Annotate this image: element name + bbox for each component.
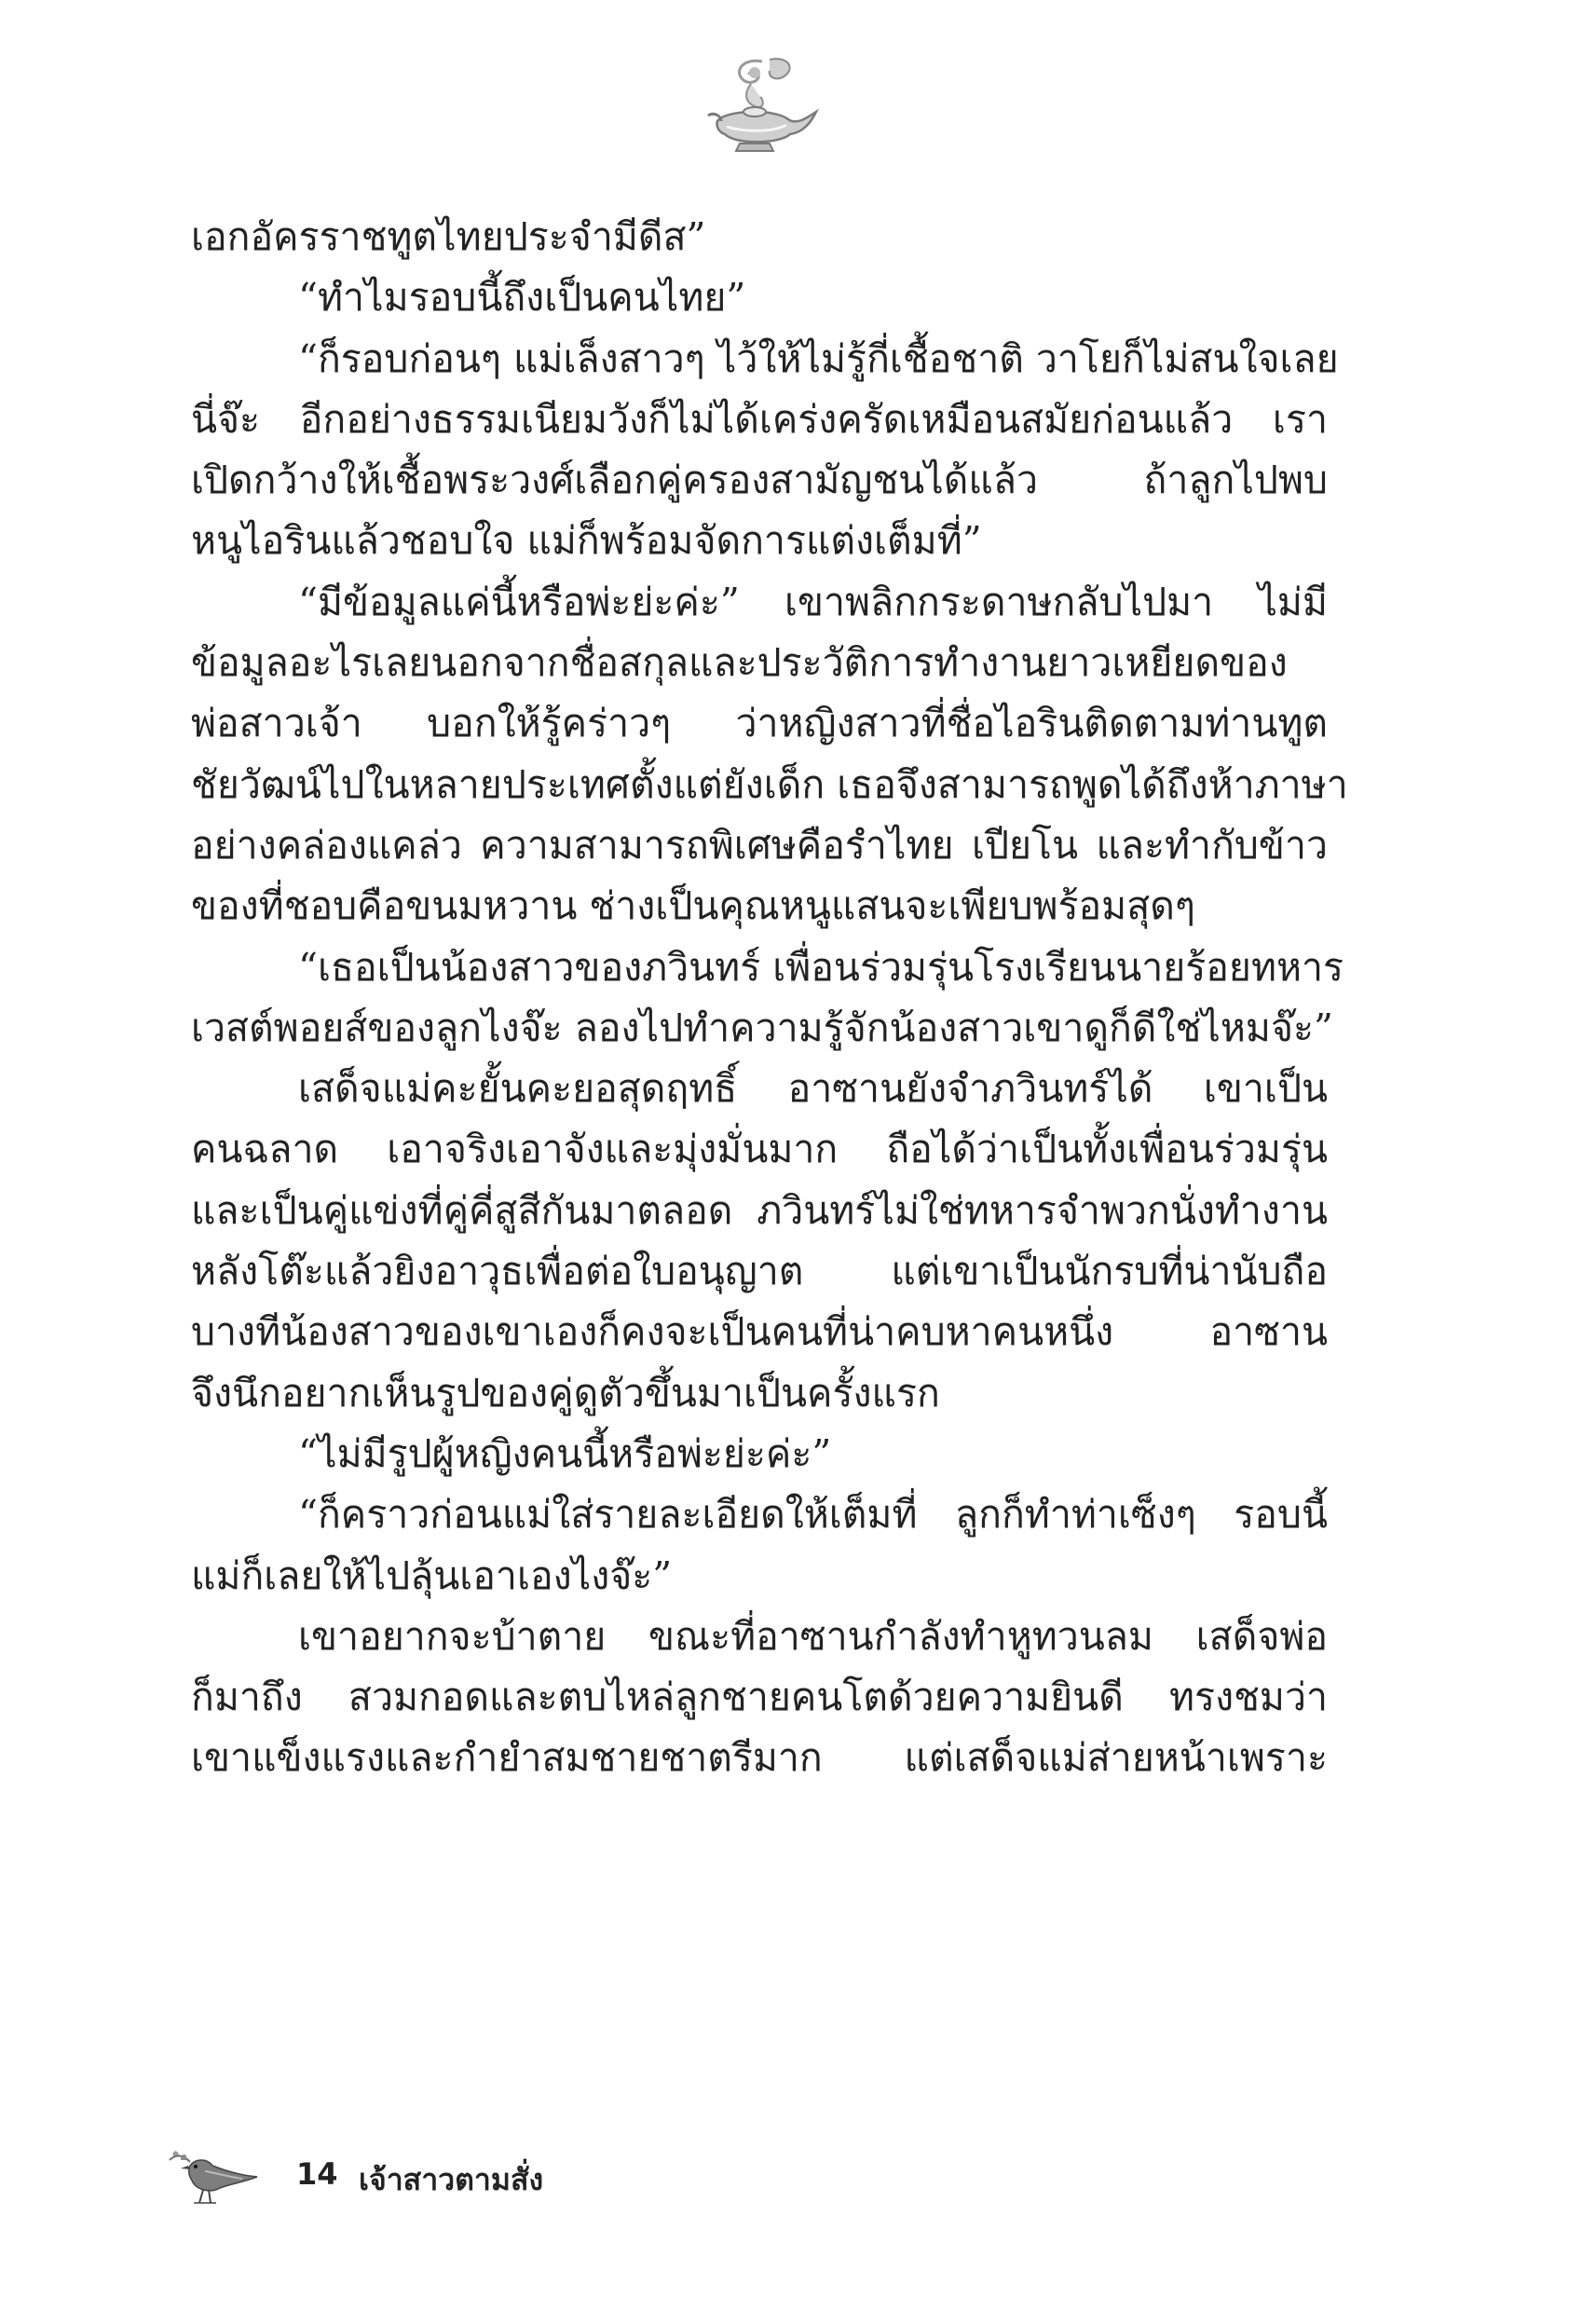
text-line: ชัยวัฒน์ไปในหลายประเทศตั้งแต่ยังเด็ก เธอจึงสามารถพูดได้ถึงห้าภาษา — [191, 761, 1348, 807]
page-number: 14 — [296, 2156, 338, 2192]
text-line: เอกอัครราชทูตไทยประจำมีดีส” — [191, 214, 706, 259]
text-line: จึงนึกอยากเห็นรูปของคู่ดูตัวขึ้นมาเป็นครั้งแรก — [191, 1370, 940, 1415]
bird-icon — [168, 2143, 261, 2208]
text-line: พ่อสาวเจ้า บอกให้รู้คร่าวๆ ว่าหญิงสาวที่ชื่อไอรินติดตามท่านทูต — [191, 701, 1328, 746]
text-line: หลังโต๊ะแล้วยิงอาวุธเพื่อต่อใบอนุญาต แต่เขาเป็นนักรบที่น่านับถือ — [191, 1249, 1328, 1294]
text-line: เสด็จแม่คะยั้นคะยอสุดฤทธิ์ อาซานยังจำภวินทร์ได้ เขาเป็น — [298, 1066, 1328, 1112]
text-line: หนูไอรินแล้วชอบใจ แม่ก็พร้อมจัดการแต่งเต็มที่” — [191, 518, 982, 564]
text-line: นี่จ๊ะ อีกอย่างธรรมเนียมวังก็ไม่ได้เคร่งครัดเหมือนสมัยก่อนแล้ว เรา — [191, 396, 1328, 442]
text-line: “ทำไมรอบนี้ถึงเป็นคนไทย” — [298, 275, 746, 321]
text-line: ก็มาถึง สวมกอดและตบไหล่ลูกชายคนโตด้วยความยินดี ทรงชมว่า — [191, 1675, 1328, 1720]
book-title: เจ้าสาวตามสั่ง — [359, 2162, 544, 2197]
text-line: แม่ก็เลยให้ไปลุ้นเอาเองไงจ๊ะ” — [191, 1552, 673, 1598]
body-text — [191, 207, 1348, 1789]
genie-lamp-icon — [680, 54, 829, 157]
text-line: บางทีน้องสาวของเขาเองก็คงจะเป็นคนที่น่าคบหาคนหนึ่ง อาซาน — [191, 1309, 1328, 1355]
text-line: เปิดกว้างให้เชื้อพระวงศ์เลือกคู่ครองสามัญชนได้แล้ว ถ้าลูกไปพบ — [191, 458, 1328, 503]
text-line: ข้อมูลอะไรเลยนอกจากชื่อสกุลและประวัติการทำงานยาวเหยียดของ — [191, 640, 1288, 686]
text-line: เวสต์พอยส์ของลูกไงจ๊ะ ลองไปทำความรู้จักน้องสาวเขาดูก็ดีใช่ไหมจ๊ะ” — [191, 1005, 1333, 1050]
text-line: “เธอเป็นน้องสาวของภวินทร์ เพื่อนร่วมรุ่นโรงเรียนนายร้อยทหาร — [298, 944, 1344, 990]
text-line: อย่างคล่องแคล่ว ความสามารถพิเศษคือรำไทย เปียโน และทำกับข้าว — [191, 822, 1328, 868]
text-line: ของที่ชอบคือขนมหวาน ช่างเป็นคุณหนูแสนจะเพียบพร้อมสุดๆ — [191, 883, 1195, 929]
text-line: “ไม่มีรูปผู้หญิงคนนี้หรือพ่ะย่ะค่ะ” — [298, 1430, 832, 1476]
text-line: เขาอยากจะบ้าตาย ขณะที่อาซานกำลังทำหูทวนลม เสด็จพ่อ — [298, 1613, 1328, 1659]
page-footer — [168, 2143, 820, 2218]
text-line: เขาแข็งแรงและกำยำสมชายชาตรีมาก แต่เสด็จแม่ส่ายหน้าเพราะ — [191, 1735, 1328, 1781]
text-line: คนฉลาด เอาจริงเอาจังและมุ่งมั่นมาก ถือได้ว่าเป็นทั้งเพื่อนร่วมรุ่น — [191, 1127, 1328, 1172]
text-line: “ก็คราวก่อนแม่ใส่รายละเอียดให้เต็มที่ ลูกก็ทำท่าเซ็งๆ รอบนี้ — [298, 1492, 1328, 1538]
text-line: “มีข้อมูลแค่นี้หรือพ่ะย่ะค่ะ” เขาพลิกกระดาษกลับไปมา ไม่มี — [298, 579, 1328, 624]
text-line: และเป็นคู่แข่งที่คู่คี่สูสีกันมาตลอด ภวินทร์ไม่ใช่ทหารจำพวกนั่งทำงาน — [191, 1187, 1328, 1233]
text-line: “ก็รอบก่อนๆ แม่เล็งสาวๆ ไว้ให้ไม่รู้กี่เชื้อชาติ วาโยก็ไม่สนใจเลย — [298, 335, 1339, 381]
